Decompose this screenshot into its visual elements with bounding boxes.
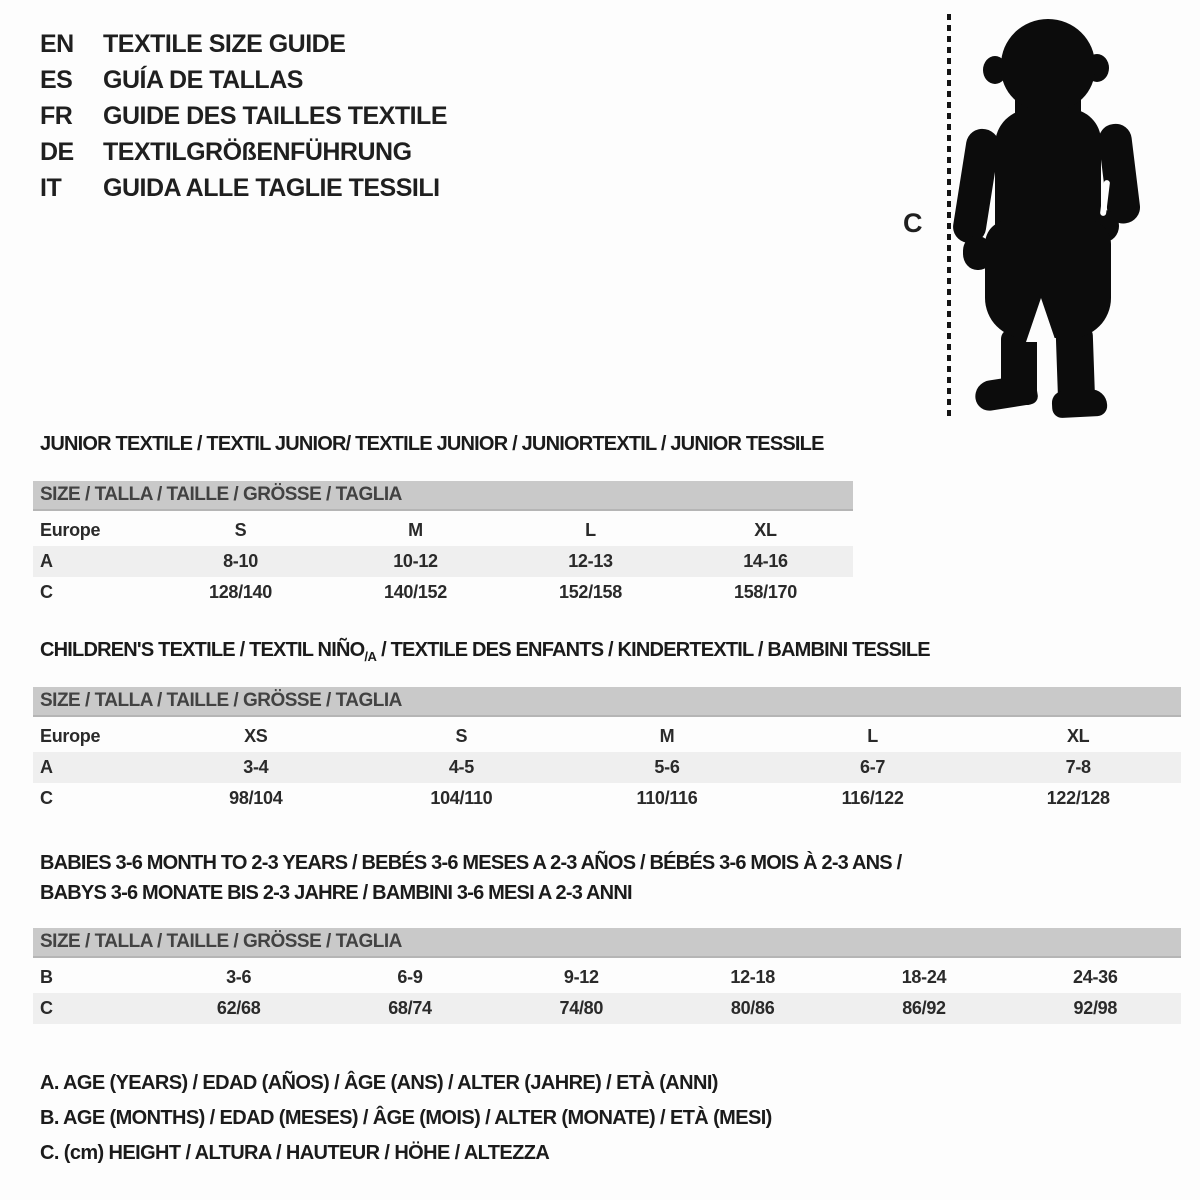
table-row [33,577,853,608]
language-row-de [40,134,447,170]
silhouette-right-foot [1051,389,1107,419]
height-cell: 86/92 [902,998,946,1018]
size-cell: L [867,726,878,746]
guide-title: GUÍA DE TALLAS [103,65,303,94]
age-cell: 6-7 [860,757,886,777]
height-cell: 74/80 [559,998,604,1018]
babies-heading-line2: BABYS 3-6 MONATE BIS 2-3 JAHRE / BAMBINI 3-6 MESI A 2-3 ANNI [40,882,632,904]
height-cell: 92/98 [1073,998,1118,1018]
height-cell: 152/158 [559,582,622,602]
height-cell: 116/122 [841,788,904,808]
height-cell: 80/86 [730,998,775,1018]
row-label: Europe [40,520,101,540]
size-header-bar: SIZE / TALLA / TAILLE / GRÖSSE / TAGLIA [33,687,1181,717]
age-cell: 7-8 [1065,757,1091,777]
height-measure-label: C [903,208,923,238]
age-cell: 9-12 [563,967,599,987]
height-cell: 128/140 [209,582,272,602]
height-cell: 104/110 [430,788,493,808]
legend-line-b: B. AGE (MONTHS) / EDAD (MESES) / ÂGE (MOIS) / ALTER (MONATE) / ETÀ (MESI) [40,1107,772,1129]
language-row-en [40,26,447,62]
size-cell: XL [1066,726,1090,746]
table-row [33,546,853,577]
size-header-bar: SIZE / TALLA / TAILLE / GRÖSSE / TAGLIA [33,928,1181,958]
guide-title: TEXTILE SIZE GUIDE [103,29,346,58]
language-title-list [40,26,447,206]
age-cell: 12-18 [730,967,775,987]
legend-line-c: C. (cm) HEIGHT / ALTURA / HAUTEUR / HÖHE / ALTEZZA [40,1142,550,1164]
size-cell: M [659,726,675,746]
age-cell: 12-13 [568,551,613,571]
language-code: ES [40,65,73,94]
row-label: A [40,551,53,571]
babies-size-table [33,928,1181,1024]
babies-heading-line1: BABIES 3-6 MONTH TO 2-3 YEARS / BEBÉS 3-6 MESES A 2-3 AÑOS / BÉBÉS 3-6 MOIS À 2-3 ANS / [40,852,902,874]
height-cell: 122/128 [1046,788,1110,808]
height-cell: 62/68 [216,998,261,1018]
table-row [33,993,1181,1024]
row-label: A [40,757,53,777]
height-cell: 110/116 [636,788,698,808]
language-code: IT [40,173,62,202]
children-section-heading [40,639,930,664]
size-header-bar: SIZE / TALLA / TAILLE / GRÖSSE / TAGLIA [33,481,853,511]
size-cell: S [455,726,468,746]
height-cell: 68/74 [388,998,432,1018]
language-code: EN [40,29,74,58]
table-row [33,515,853,546]
children-size-table [33,687,1181,814]
row-label: B [40,967,53,987]
babies-section-heading [40,848,901,908]
age-cell: 5-6 [654,757,680,777]
row-label: C [40,998,53,1018]
children-heading-subscript: /A [364,649,377,664]
row-label: C [40,788,53,808]
guide-title: TEXTILGRÖßENFÜHRUNG [103,137,412,166]
age-cell: 14-16 [743,551,788,571]
row-label: Europe [40,726,101,746]
silhouette-head [1001,19,1095,111]
junior-section-heading: JUNIOR TEXTILE / TEXTIL JUNIOR/ TEXTILE JUNIOR / JUNIORTEXTIL / JUNIOR TESSILE [40,433,824,455]
age-cell: 4-5 [448,757,474,777]
table-row [33,752,1181,783]
language-row-fr [40,98,447,134]
language-row-es [40,62,447,98]
age-cell: 3-4 [243,757,269,777]
row-label: C [40,582,53,602]
age-cell: 18-24 [901,967,947,987]
language-code: DE [40,137,74,166]
size-cell: S [234,520,247,540]
height-measure-dashed-line [947,14,951,417]
size-cell: XL [754,520,777,540]
size-cell: M [408,520,423,540]
age-cell: 10-12 [393,551,438,571]
language-row-it [40,170,447,206]
age-cell: 6-9 [397,967,423,987]
silhouette-crotch-gap [1026,298,1056,342]
height-cell: 140/152 [384,582,447,602]
size-cell: XS [244,726,268,746]
silhouette-left-foot [973,373,1039,412]
table-row [33,962,1181,993]
age-cell: 3-6 [226,967,252,987]
table-row [33,721,1181,752]
size-cell: L [585,520,596,540]
guide-title: GUIDE DES TAILLES TEXTILE [103,101,448,130]
children-heading-suffix: / TEXTILE DES ENFANTS / KINDERTEXTIL / BAMBINI TESSILE [376,639,930,661]
table-row [33,783,1181,814]
guide-title: GUIDA ALLE TAGLIE TESSILI [103,173,440,202]
measurement-legend [40,1066,772,1171]
children-heading-prefix: CHILDREN'S TEXTILE / TEXTIL NIÑO [40,639,365,661]
age-cell: 24-36 [1073,967,1118,987]
legend-line-a: A. AGE (YEARS) / EDAD (AÑOS) / ÂGE (ANS) / ALTER (JAHRE) / ETÀ (ANNI) [40,1072,718,1094]
language-code: FR [40,101,73,130]
junior-size-table [33,481,853,608]
age-cell: 8-10 [223,551,258,571]
toddler-silhouette [955,14,1145,418]
height-cell: 158/170 [734,582,797,602]
height-cell: 98/104 [229,788,283,808]
